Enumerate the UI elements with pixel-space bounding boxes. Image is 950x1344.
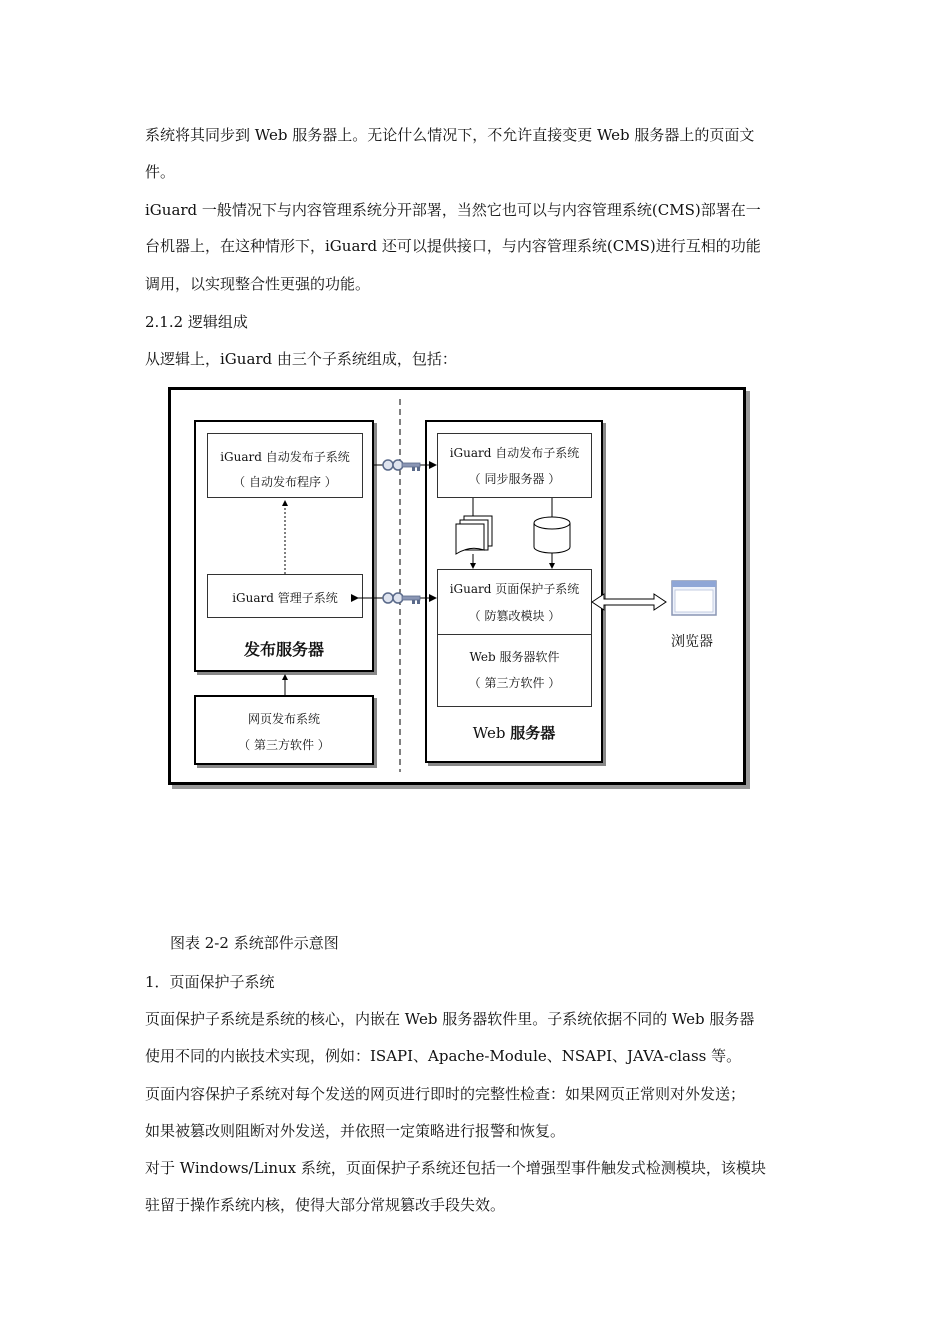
left-auto-publish-sub: （ 自动发布程序 ） xyxy=(233,475,337,489)
browser-label: 浏览器 xyxy=(671,634,713,650)
key-icon xyxy=(383,460,420,471)
web-publish-system-sub: （ 第三方软件 ） xyxy=(238,738,330,752)
web-server-label-suffix: 服务器 xyxy=(510,724,556,742)
mgmt-subsystem-label: iGuard 管理子系统 xyxy=(232,591,338,605)
paragraph-line: 驻留于操作系统内核，使得大部分常规篡改手段失效。 xyxy=(145,1196,506,1214)
right-auto-publish-sub: （ 同步服务器 ） xyxy=(468,472,561,486)
paragraph-line: 页面保护子系统是系统的核心，内嵌在 Web 服务器软件里。子系统依据不同的 Web 服务器 xyxy=(145,1010,755,1028)
browser-window-icon xyxy=(672,581,716,615)
documents-icon xyxy=(456,516,492,554)
paragraph-line: 如果被篡改则阻断对外发送，并依照一定策略进行报警和恢复。 xyxy=(145,1122,566,1140)
web-publish-system-title: 网页发布系统 xyxy=(247,712,320,726)
paragraph-line: 从逻辑上，iGuard 由三个子系统组成，包括： xyxy=(145,350,457,368)
paragraph-line: 件。 xyxy=(145,163,176,181)
paragraph-line: 调用，以实现整合性更强的功能。 xyxy=(145,275,371,293)
database-icon xyxy=(534,517,570,553)
browser-double-arrow xyxy=(592,594,666,610)
system-components-diagram xyxy=(168,387,746,785)
subsection-heading: 1．页面保护子系统 xyxy=(145,973,275,991)
paragraph-line: 系统将其同步到 Web 服务器上。无论什么情况下，不允许直接变更 Web 服务器上的页面文 xyxy=(145,126,755,144)
right-auto-publish-title: iGuard 自动发布子系统 xyxy=(449,446,580,460)
paragraph-line: 对于 Windows/Linux 系统，页面保护子系统还包括一个增强型事件触发式检测模块，该模块 xyxy=(145,1159,766,1177)
web-server-software-sub: （ 第三方软件 ） xyxy=(468,676,561,690)
paragraph-line: 台机器上，在这种情形下，iGuard 还可以提供接口，与内容管理系统(CMS)进行互相的功能 xyxy=(145,237,761,255)
figure-caption: 图表 2-2 系统部件示意图 xyxy=(170,934,339,952)
key-icon xyxy=(383,593,420,604)
publish-server-label: 发布服务器 xyxy=(243,640,324,659)
diagram-connectors xyxy=(168,387,746,785)
web-server-label-prefix: Web xyxy=(472,724,511,742)
paragraph-line: iGuard 一般情况下与内容管理系统分开部署，当然它也可以与内容管理系统(CMS)部署在一 xyxy=(145,201,761,219)
paragraph-line: 使用不同的内嵌技术实现，例如：ISAPI、Apache-Module、NSAPI、JAVA-class 等。 xyxy=(145,1047,742,1065)
page-protect-title: iGuard 页面保护子系统 xyxy=(449,582,580,596)
section-heading: 2.1.2 逻辑组成 xyxy=(145,313,248,331)
page-protect-sub: （ 防篡改模块 ） xyxy=(468,609,561,623)
left-auto-publish-title: iGuard 自动发布子系统 xyxy=(220,450,350,464)
web-server-software-title: Web 服务器软件 xyxy=(469,650,560,664)
paragraph-line: 页面内容保护子系统对每个发送的网页进行即时的完整性检查：如果网页正常则对外发送； xyxy=(145,1085,746,1103)
